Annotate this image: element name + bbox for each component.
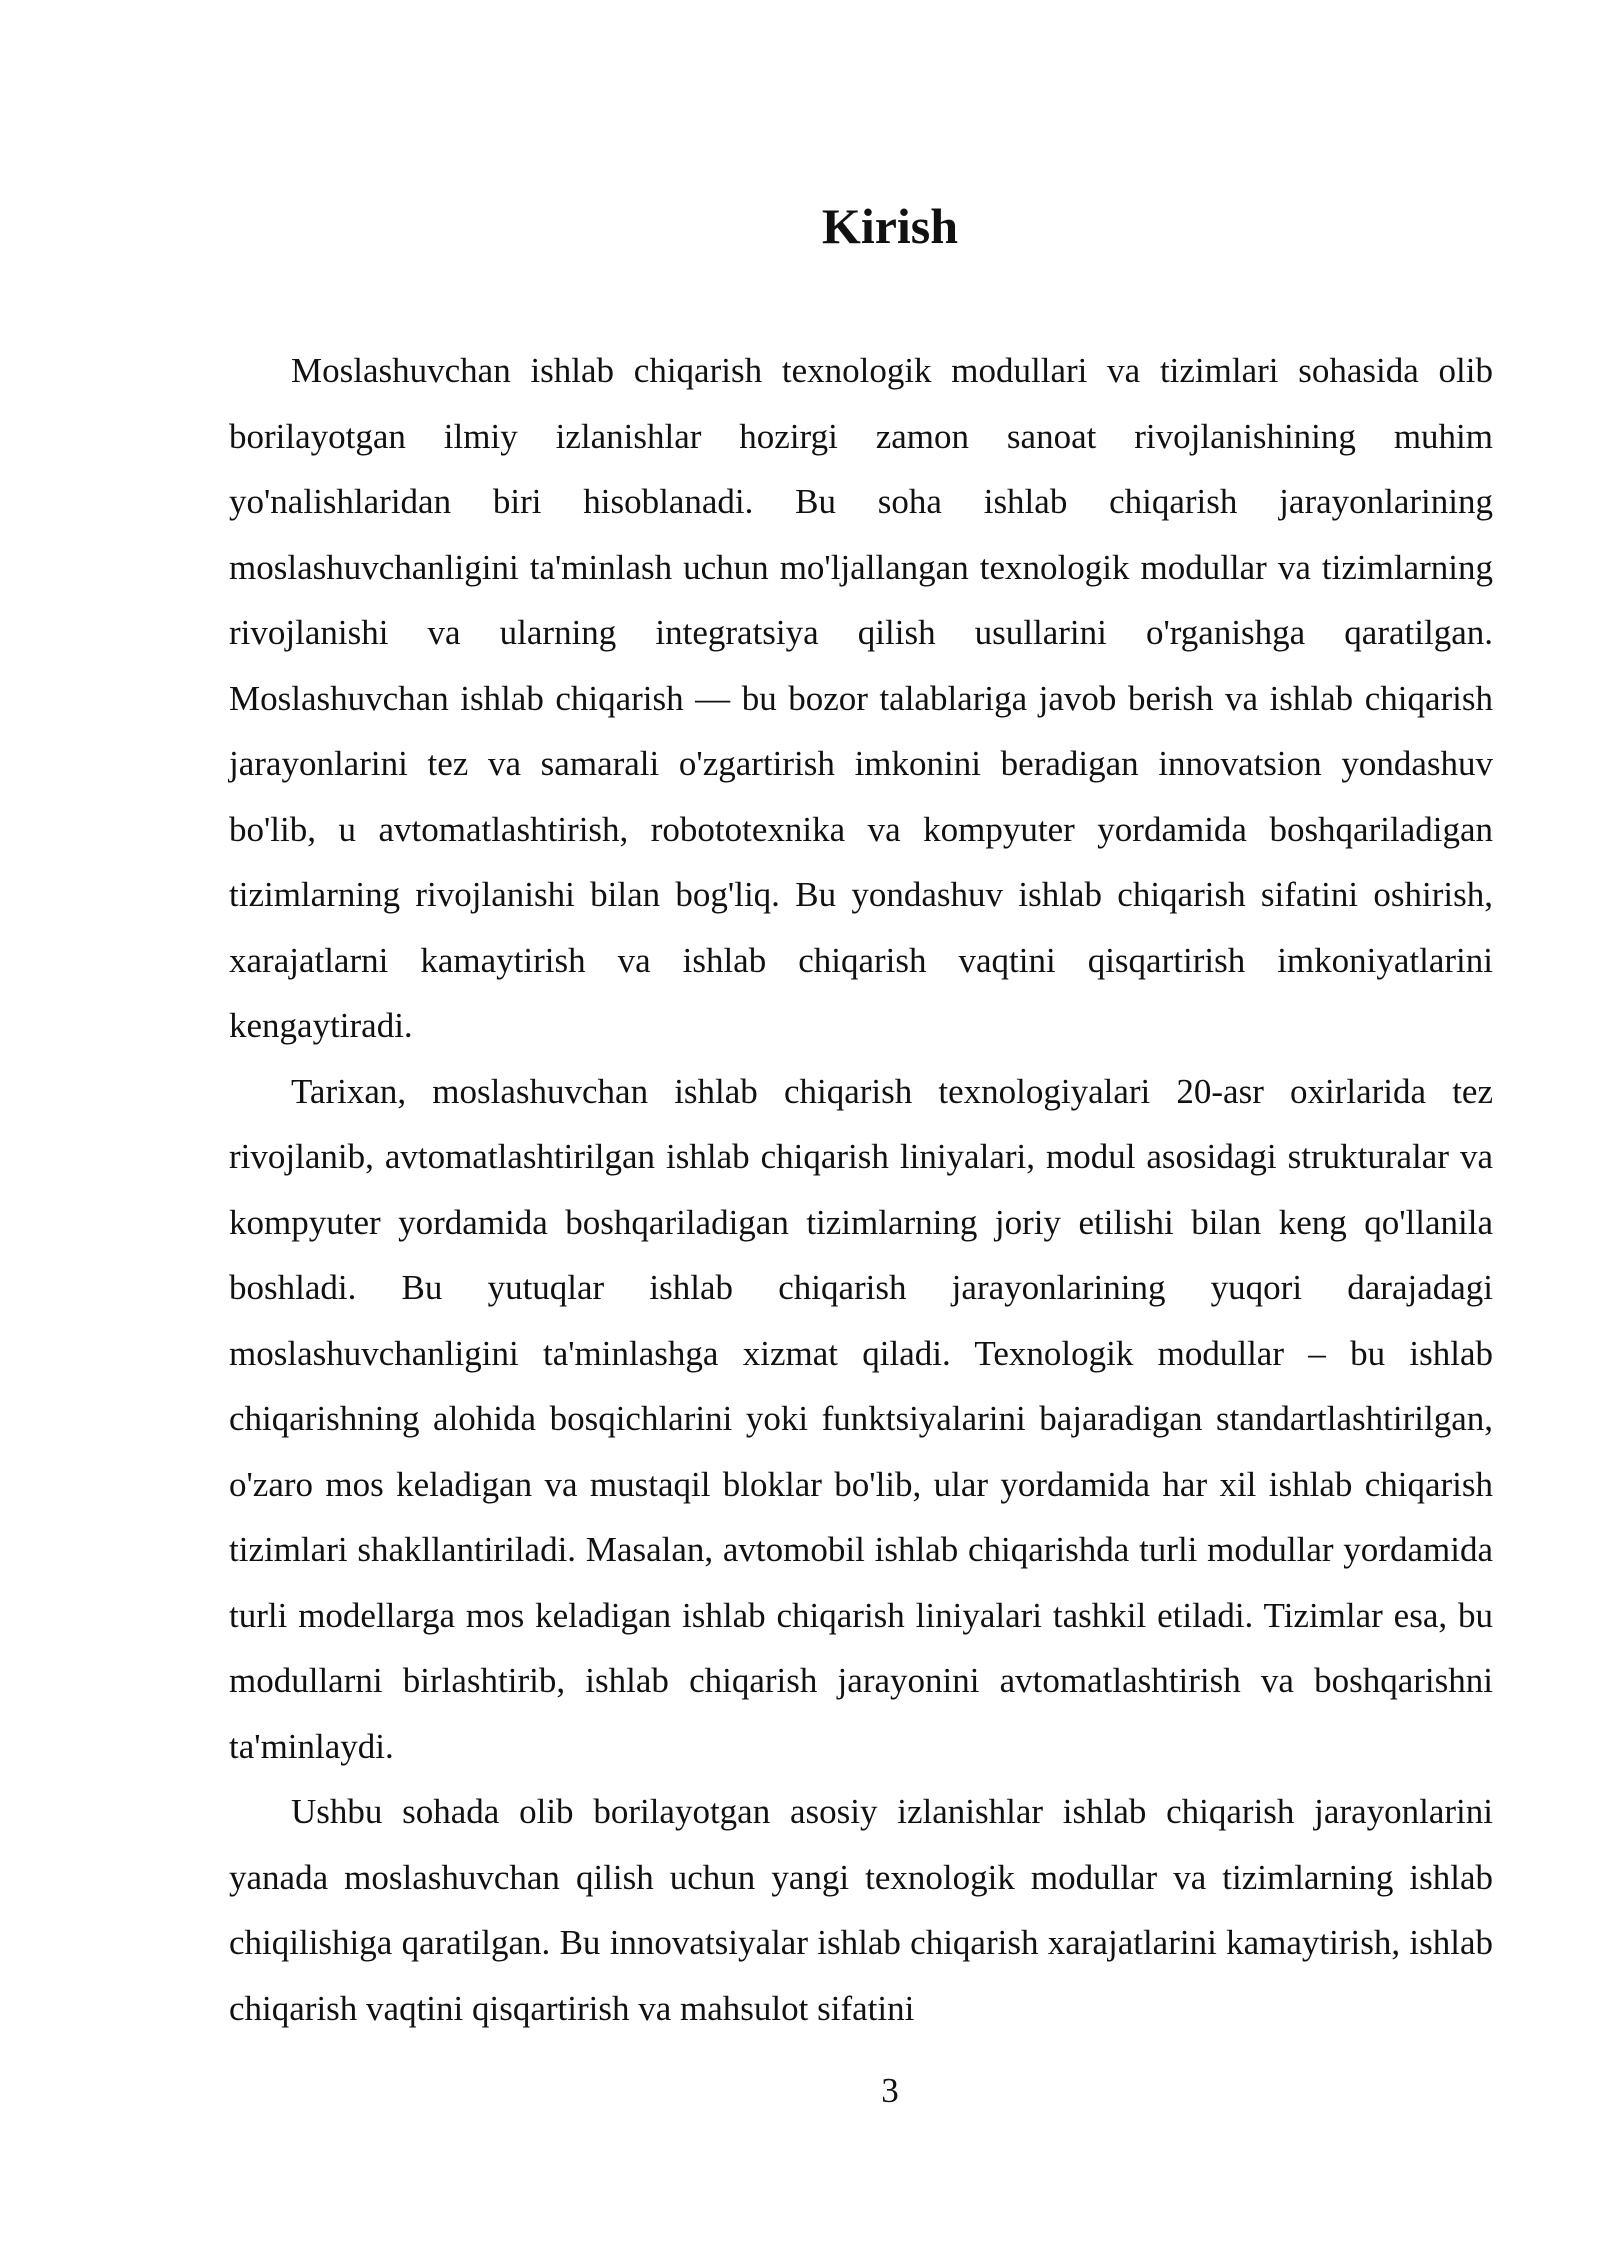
page-title: Kirish: [821, 198, 959, 254]
paragraph-2: Tarixan, moslashuvchan ishlab chiqarish texnologiyalari 20-asr oxirlarida tez rivojlanib, avtomatlashtirilgan ishlab chiqarish liniyalari, modul asosidagi strukturalar va kompyuter yordamida boshqariladigan tizimlarning joriy etilishi bilan keng qo'llanila boshladi. Bu yutuqlar ishlab chiqarish jarayonlarining yuqori darajadagi moslashuvchanligini ta'minlashga xizmat qiladi. Texnologik modullar – bu ishlab chiqarishning alohida bosqichlarini yoki funktsiyalarini bajaradigan standartlashtirilgan, o'zaro mos keladigan va mustaqil bloklar bo'lib, ular yordamida har xil ishlab chiqarish tizimlari shakllantiriladi. Masalan, avtomobil ishlab chiqarishda turli modullar yordamida turli modellarga mos keladigan ishlab chiqarish liniyalari tashkil etiladi. Tizimlar esa, bu modullarni birlashtirib, ishlab chiqarish jarayonini avtomatlashtirish va boshqarishni ta'minlaydi.: [229, 1071, 1493, 1766]
body-text: [229, 338, 1493, 2041]
paragraph-3: Ushbu sohada olib borilayotgan asosiy izlanishlar ishlab chiqarish jarayonlarini yanada moslashuvchan qilish uchun yangi texnologik modullar va tizimlarning ishlab chiqilishiga qaratilgan. Bu innovatsiyalar ishlab chiqarish xarajatlarini kamaytirish, ishlab chiqarish vaqtini qisqartirish va mahsulot sifatini: [229, 1792, 1493, 2028]
page-number: 3: [881, 2071, 899, 2110]
paragraph-1: Moslashuvchan ishlab chiqarish texnologik modullari va tizimlari sohasida olib borilayotgan ilmiy izlanishlar hozirgi zamon sanoat rivojlanishining muhim yo'nalishlaridan biri hisoblanadi. Bu soha ishlab chiqarish jarayonlarining moslashuvchanligini ta'minlash uchun mo'ljallangan texnologik modullar va tizimlarning rivojlanishi va ularning integratsiya qilish usullarini o'rganishga qaratilgan. Moslashuvchan ishlab chiqarish — bu bozor talablariga javob berish va ishlab chiqarish jarayonlarini tez va samarali o'zgartirish imkonini beradigan innovatsion yondashuv bo'lib, u avtomatlashtirish, robototexnika va kompyuter yordamida boshqariladigan tizimlarning rivojlanishi bilan bog'liq. Bu yondashuv ishlab chiqarish sifatini oshirish, xarajatlarni kamaytirish va ishlab chiqarish vaqtini qisqartirish imkoniyatlarini kengaytiradi.: [229, 351, 1493, 1045]
